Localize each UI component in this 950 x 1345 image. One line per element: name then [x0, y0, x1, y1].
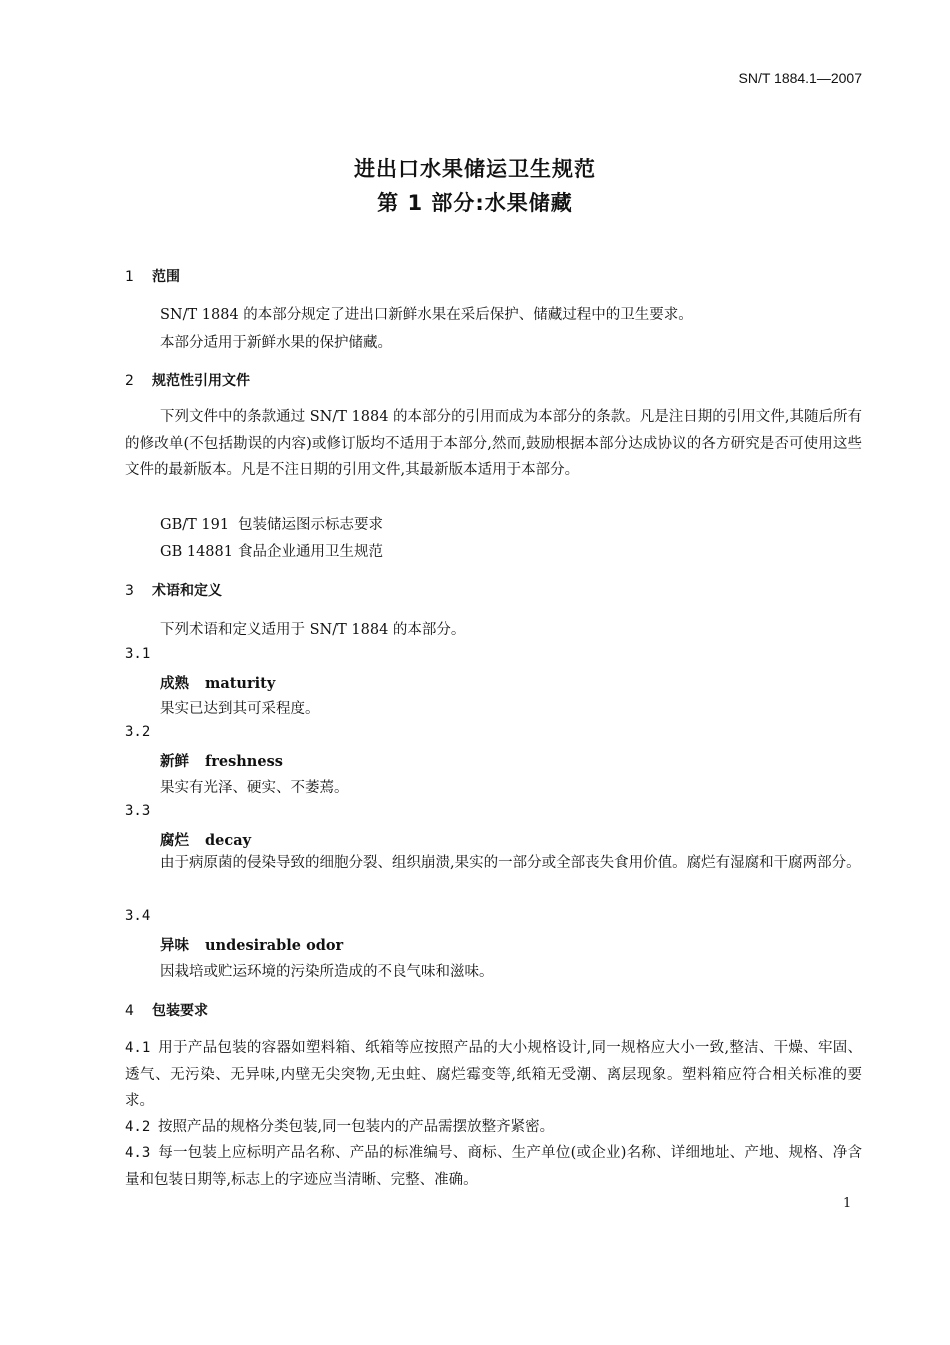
section-number: 2	[125, 373, 134, 389]
clause-text: 用于产品包装的容器如塑料箱、纸箱等应按照产品的大小规格设计,同一规格应大小一致,整洁、干燥、牢固、透气、无污染、无异味,内壁无尖突物,无虫蛀、腐烂霉变等,纸箱无受潮、离层现象。塑料箱应符合相关标准的要求。	[125, 1040, 862, 1109]
term-definition: 由于病原菌的侵染导致的细胞分裂、组织崩溃,果实的一部分或全部丧失食用价值。腐烂有湿腐和干腐两部分。	[160, 855, 861, 871]
reference-item	[160, 540, 383, 561]
clause	[125, 1140, 862, 1193]
page-number: 1	[843, 1196, 852, 1211]
section-number: 1	[125, 269, 134, 285]
clause-number: 4.1	[125, 1040, 151, 1056]
clause	[125, 1035, 862, 1115]
term-zh: 异味	[160, 938, 189, 954]
term-zh: 新鲜	[160, 754, 189, 770]
section-title: 范围	[152, 269, 180, 285]
section-1-heading	[125, 266, 180, 286]
term-number: 3.3	[125, 803, 151, 819]
clause-number: 4.3	[125, 1145, 151, 1161]
section-title: 规范性引用文件	[152, 373, 250, 389]
term-definition: 因栽培或贮运环境的污染所造成的不良气味和滋味。	[160, 964, 494, 980]
term-en: maturity	[205, 675, 276, 692]
section-2-heading	[125, 370, 250, 390]
term-en: decay	[205, 832, 252, 849]
clause	[125, 1114, 862, 1141]
document-title: 进出口水果储运卫生规范	[354, 157, 596, 181]
reference-item	[160, 513, 383, 534]
reference-title: 包装储运图示标志要求	[238, 517, 383, 533]
document-subtitle: 第 1 部分:水果储藏	[377, 191, 573, 215]
term-definition: 果实有光泽、硬实、不萎蔫。	[160, 780, 349, 796]
standard-number: SN/T 1884.1—2007	[738, 70, 862, 86]
clause-text: 每一包装上应标明产品名称、产品的标准编号、商标、生产单位(或企业)名称、详细地址、产地、规格、净含量和包装日期等,标志上的字迹应当清晰、完整、准确。	[125, 1145, 862, 1188]
section-title: 术语和定义	[152, 583, 222, 599]
term-heading	[160, 750, 283, 771]
term-number: 3.4	[125, 908, 151, 924]
section-number: 4	[125, 1003, 134, 1019]
reference-title: 食品企业通用卫生规范	[238, 544, 383, 560]
paragraph: 下列术语和定义适用于 SN/T 1884 的本部分。	[160, 622, 466, 638]
term-zh: 成熟	[160, 676, 189, 692]
term-definition: 果实已达到其可采程度。	[160, 701, 320, 717]
section-4-heading	[125, 1000, 208, 1020]
term-en: undesirable odor	[205, 937, 344, 954]
term-zh: 腐烂	[160, 833, 189, 849]
term-en: freshness	[205, 753, 283, 770]
section-number: 3	[125, 583, 134, 599]
clause-number: 4.2	[125, 1119, 151, 1135]
term-heading	[160, 672, 275, 693]
term-number: 3.1	[125, 646, 151, 662]
term-heading	[160, 829, 251, 850]
clause-text: 按照产品的规格分类包装,同一包装内的产品需摆放整齐紧密。	[158, 1119, 555, 1135]
reference-code: GB/T 191	[160, 517, 230, 533]
paragraph: 本部分适用于新鲜水果的保护储藏。	[160, 335, 392, 351]
section-title: 包装要求	[152, 1003, 208, 1019]
reference-code: GB 14881	[160, 544, 233, 560]
paragraph: SN/T 1884 的本部分规定了进出口新鲜水果在采后保护、储藏过程中的卫生要求。	[160, 307, 693, 323]
term-number: 3.2	[125, 724, 151, 740]
section-3-heading	[125, 580, 222, 600]
paragraph: 下列文件中的条款通过 SN/T 1884 的本部分的引用而成为本部分的条款。凡是注日期的引用文件,其随后所有的修改单(不包括勘误的内容)或修订版均不适用于本部分,然而,鼓励根据本部分达成协议的各方研究是否可使用这些文件的最新版本。凡是不注日期的引用文件,其最新版本适用于本部分。	[125, 409, 862, 478]
term-heading	[160, 934, 343, 955]
